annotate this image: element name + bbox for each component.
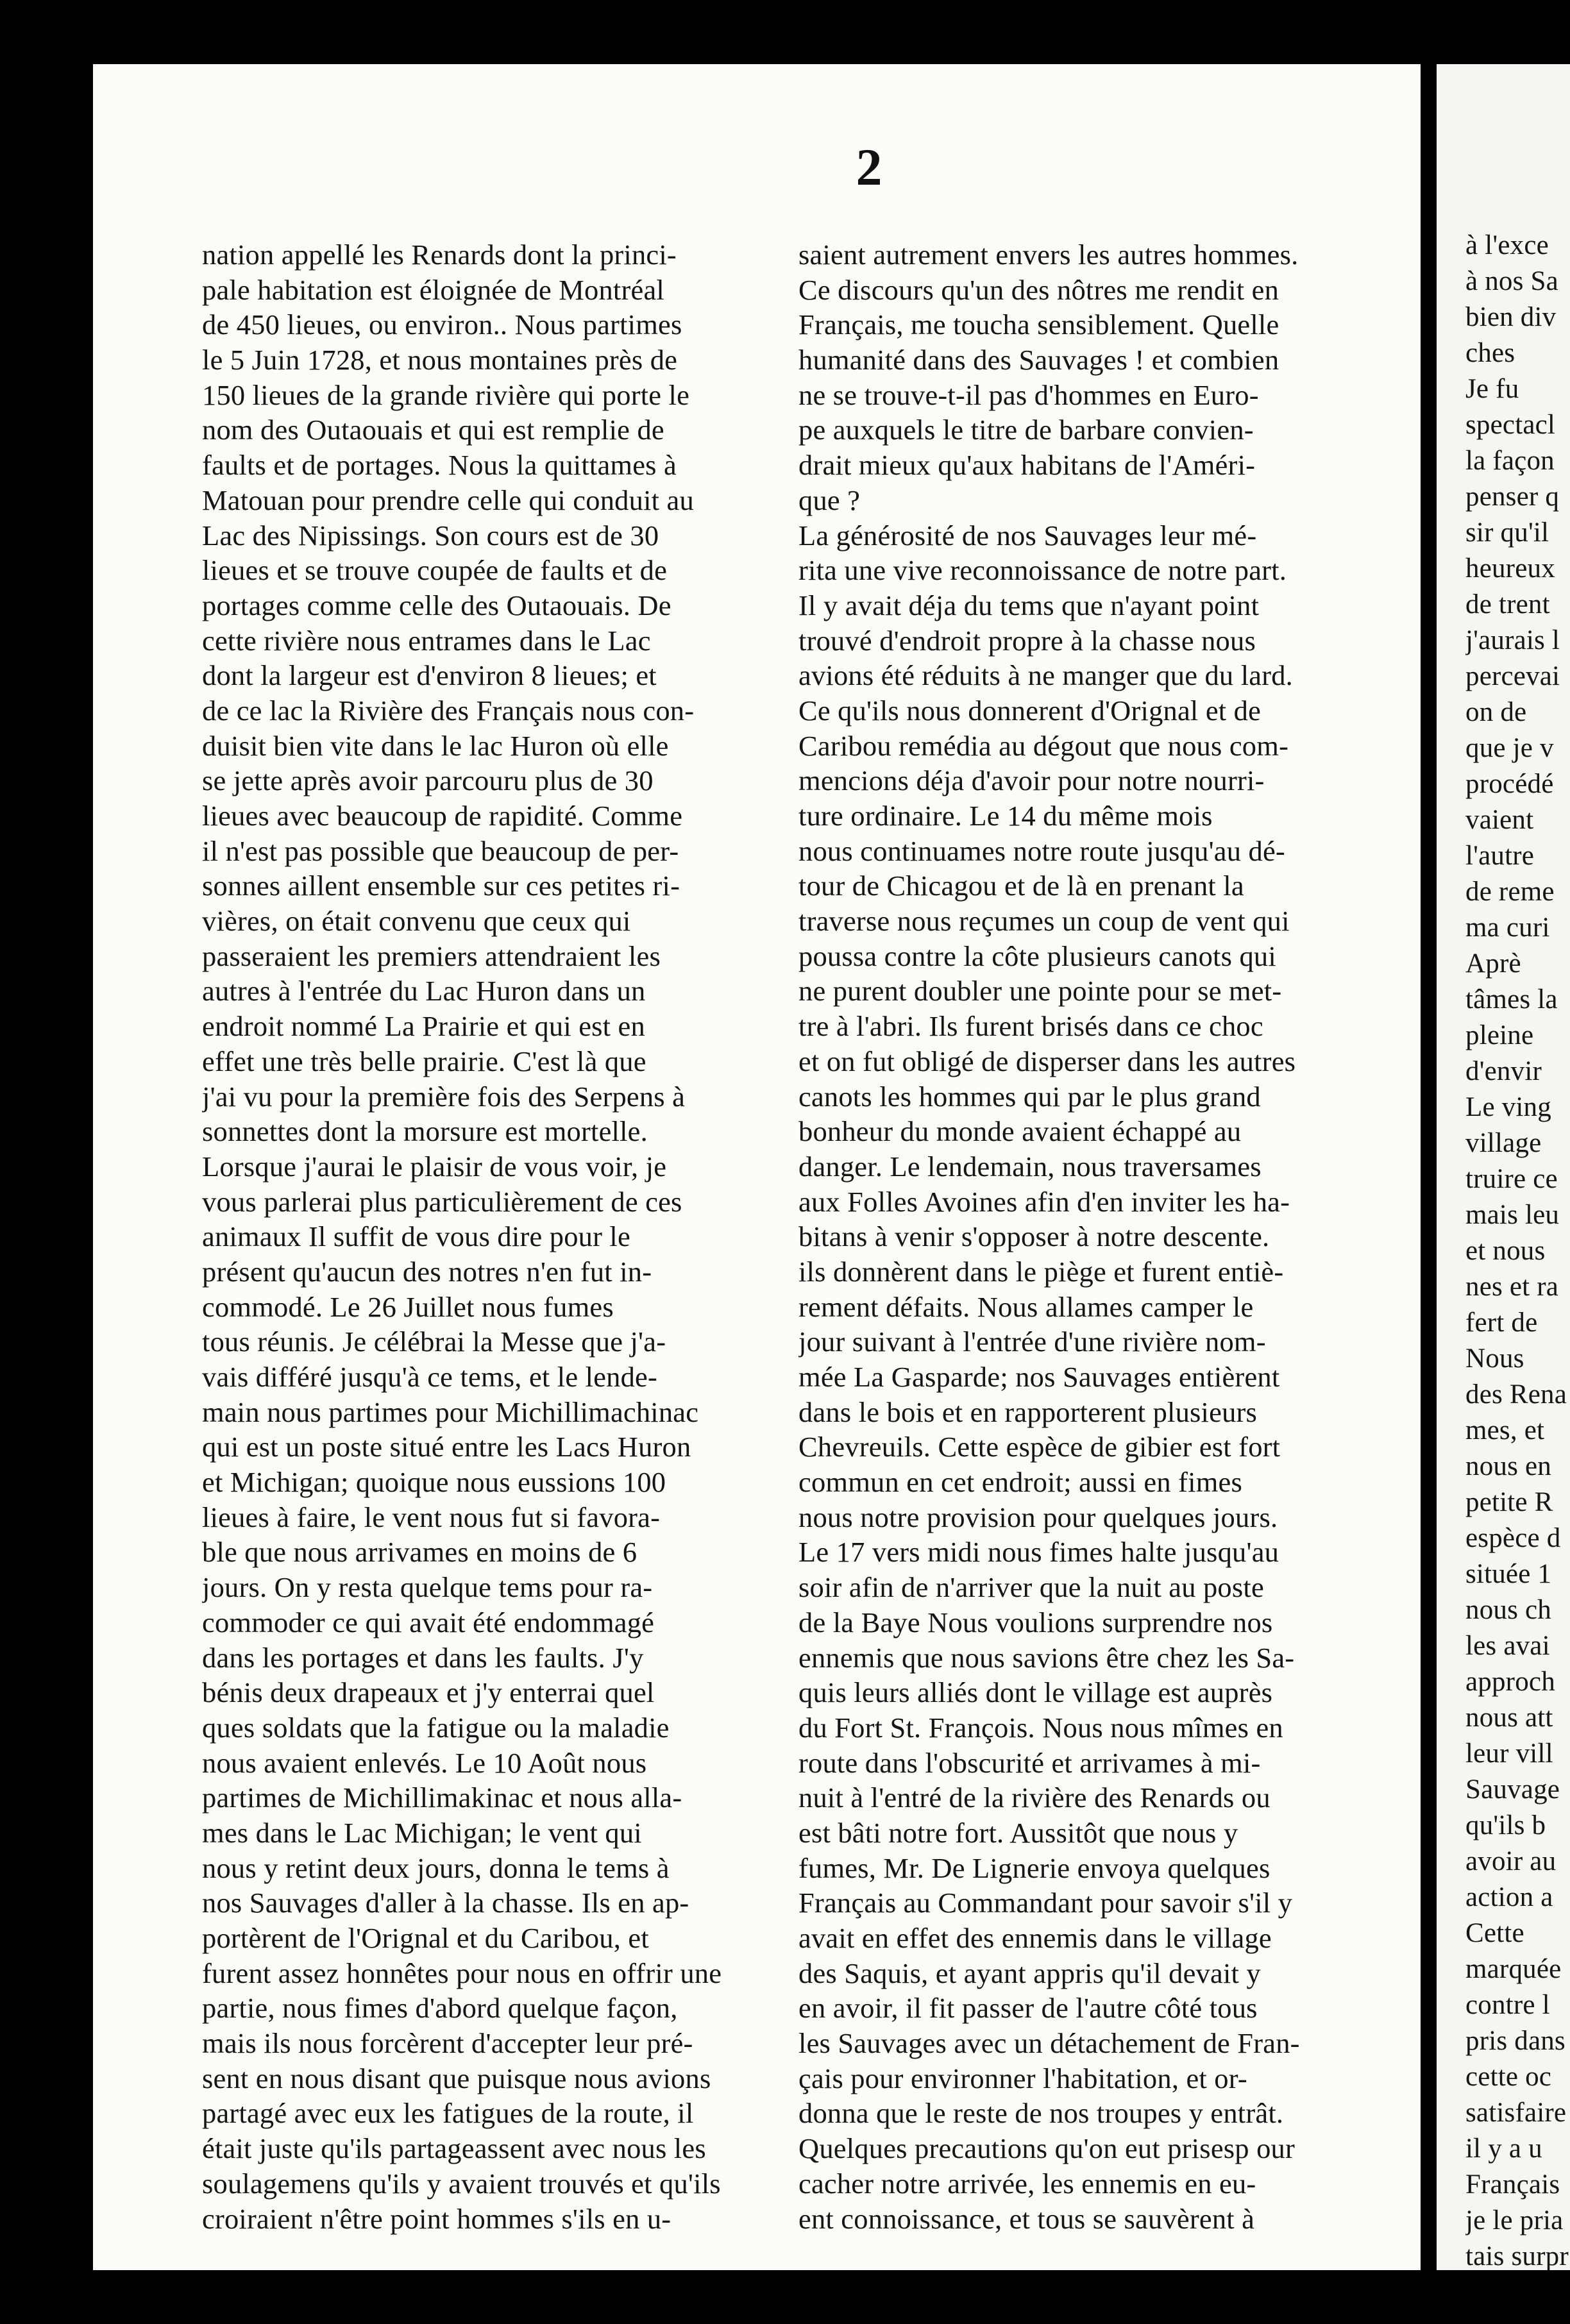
text-line: effet une très belle prairie. C'est là que <box>202 1045 646 1077</box>
text-line: Je fu <box>1465 374 1519 404</box>
text-line: que ? <box>798 484 861 516</box>
text-line: aux Folles Avoines afin d'en inviter les ha- <box>798 1185 1290 1218</box>
text-line: cette rivière nous entrames dans le Lac <box>202 624 651 657</box>
text-line: commoder ce qui avait été endommagé <box>202 1606 655 1638</box>
text-line: de reme <box>1465 877 1555 907</box>
text-line: en avoir, il fit passer de l'autre côté tous <box>798 1992 1258 2025</box>
text-line: de trent <box>1465 589 1550 619</box>
text-line: penser q <box>1465 482 1560 512</box>
text-line: sent en nous disant que puisque nous avions <box>202 2062 711 2094</box>
text-line: contre l <box>1465 1990 1550 2020</box>
text-line: espèce d <box>1465 1523 1561 1553</box>
text-line: que je v <box>1465 733 1554 763</box>
text-line: saient autrement envers les autres hommes. <box>798 239 1299 271</box>
text-line: Sauvage <box>1465 1774 1560 1805</box>
text-line: se jette après avoir parcouru plus de 30 <box>202 764 654 797</box>
text-line: fert de <box>1465 1308 1538 1338</box>
text-line: partagé avec eux les fatigues de la route, il <box>202 2097 694 2130</box>
text-line: bitans à venir s'opposer à notre descente. <box>798 1220 1270 1253</box>
text-line: portages comme celle des Outaouais. De <box>202 589 671 621</box>
text-line: de ce lac la Rivière des Français nous con- <box>202 694 695 727</box>
text-line: soir afin de n'arriver que la nuit au poste <box>798 1571 1264 1604</box>
text-line: sir qu'il <box>1465 518 1549 548</box>
text-line: soulagemens qu'ils y avaient trouvés et qu'ils <box>202 2167 721 2200</box>
text-column-middle <box>798 237 1401 2236</box>
text-line: jour suivant à l'entrée d'une rivière nom- <box>798 1326 1266 1358</box>
text-line: est bâti notre fort. Aussitôt que nous y <box>798 1816 1238 1849</box>
text-line: poussa contre la côte plusieurs canots qui <box>798 939 1276 972</box>
text-line: portèrent de l'Orignal et du Caribou, et <box>202 1922 649 1954</box>
text-line: mais leu <box>1465 1200 1560 1230</box>
text-line: mais ils nous forcèrent d'accepter leur pré- <box>202 2027 693 2060</box>
page-number: 2 <box>856 138 882 196</box>
text-line: vous parlerai plus particulièrement de ces <box>202 1185 682 1218</box>
text-line: tre à l'abri. Ils furent brisés dans ce choc <box>798 1010 1263 1043</box>
text-line: approch <box>1465 1667 1555 1697</box>
text-line: je le pria <box>1465 2205 1564 2236</box>
text-line: nous att <box>1465 1703 1553 1733</box>
text-line: lieues à faire, le vent nous fut si favora- <box>202 1501 661 1533</box>
text-line: truire ce <box>1465 1164 1558 1194</box>
text-line: spectacl <box>1465 410 1556 440</box>
text-line: donna que le reste de nos troupes y entrât. <box>798 2097 1284 2130</box>
facing-page-edge <box>1437 64 1570 2270</box>
text-line: Lorsque j'aurai le plaisir de vous voir, je <box>202 1150 667 1183</box>
text-line: ne se trouve-t-il pas d'hommes en Euro- <box>798 378 1259 411</box>
text-line: pale habitation est éloignée de Montréal <box>202 273 664 306</box>
text-line: et Michigan; quoique nous eussions 100 <box>202 1466 666 1499</box>
text-line: cette oc <box>1465 2062 1552 2092</box>
text-line: ture ordinaire. Le 14 du même mois <box>798 800 1213 832</box>
text-line: située 1 <box>1465 1559 1552 1589</box>
text-line: ma curi <box>1465 913 1550 943</box>
text-column-left <box>202 237 779 2236</box>
text-line: furent assez honnêtes pour nous en offrir une <box>202 1957 722 1989</box>
text-line: rement défaits. Nous allames camper le <box>798 1290 1254 1323</box>
text-line: humanité dans des Sauvages ! et combien <box>798 344 1279 376</box>
text-line: Français au Commandant pour savoir s'il y <box>798 1887 1293 1919</box>
text-line: bien div <box>1465 302 1557 332</box>
text-line: la façon <box>1465 446 1555 476</box>
text-line: il n'est pas possible que beaucoup de per- <box>202 834 679 867</box>
text-line: nuit à l'entré de la rivière des Renards ou <box>798 1781 1270 1814</box>
text-line: pleine <box>1465 1020 1534 1050</box>
text-line: Le ving <box>1465 1092 1551 1122</box>
text-line: ent connoissance, et tous se sauvèrent à <box>798 2202 1255 2235</box>
text-line: Ce qu'ils nous donnerent d'Orignal et de <box>798 694 1262 727</box>
text-line: pe auxquels le titre de barbare convien- <box>798 414 1254 446</box>
text-line: quis leurs alliés dont le village est auprès <box>798 1676 1273 1709</box>
text-line: les avai <box>1465 1631 1550 1661</box>
text-line: nous notre provision pour quelques jours. <box>798 1501 1278 1533</box>
text-line: nous continuames notre route jusqu'au dé- <box>798 834 1285 867</box>
text-line: Le 17 vers midi nous fimes halte jusqu'au <box>798 1536 1279 1569</box>
text-line: à nos Sa <box>1465 266 1558 296</box>
text-line: avait en effet des ennemis dans le village <box>798 1922 1272 1954</box>
text-line: village <box>1465 1128 1542 1158</box>
text-line: nous avaient enlevés. Le 10 Août nous <box>202 1746 647 1779</box>
text-line: lieues et se trouve coupée de faults et de <box>202 554 668 587</box>
text-line: des Rena <box>1465 1379 1567 1410</box>
text-line: le 5 Juin 1728, et nous montaines près de <box>202 344 678 376</box>
text-line: Matouan pour prendre celle qui conduit au <box>202 484 694 516</box>
text-line: Français, me toucha sensiblement. Quelle <box>798 308 1279 341</box>
text-line: ils donnèrent dans le piège et furent entiè- <box>798 1255 1284 1288</box>
text-line: nation appellé les Renards dont la princi- <box>202 239 677 271</box>
text-line: 150 lieues de la grande rivière qui porte le <box>202 378 690 411</box>
text-line: était juste qu'ils partageassent avec nous les <box>202 2132 706 2165</box>
text-line: petite R <box>1465 1487 1553 1517</box>
text-line: avoir au <box>1465 1846 1557 1876</box>
text-line: nom des Outaouais et qui est remplie de <box>202 414 664 446</box>
text-line: partie, nous fimes d'abord quelque façon, <box>202 1992 678 2025</box>
text-line: Il y avait déja du tems que n'ayant point <box>798 589 1260 621</box>
text-line: bonheur du monde avaient échappé au <box>798 1115 1242 1148</box>
text-line: vières, on était convenu que ceux qui <box>202 905 631 938</box>
text-column-facing-page <box>1465 228 1569 2270</box>
text-line: faults et de portages. Nous la quittames à <box>202 449 677 482</box>
text-line: traverse nous reçumes un coup de vent qui <box>798 905 1290 938</box>
book-page <box>93 64 1421 2270</box>
text-line: du Fort St. François. Nous nous mîmes en <box>798 1711 1283 1744</box>
text-line: nous en <box>1465 1451 1551 1481</box>
text-line: ble que nous arrivames en moins de 6 <box>202 1536 637 1569</box>
text-line: nous y retint deux jours, donna le tems à <box>202 1851 670 1884</box>
text-line: mes dans le Lac Michigan; le vent qui <box>202 1816 642 1849</box>
text-line: La générosité de nos Sauvages leur mé- <box>798 519 1257 552</box>
text-line: passeraient les premiers attendraient les <box>202 939 661 972</box>
text-line: qui est un poste situé entre les Lacs Huron <box>202 1431 691 1463</box>
text-line: commodé. Le 26 Juillet nous fumes <box>202 1290 614 1323</box>
text-line: Caribou remédia au dégout que nous com- <box>798 729 1289 762</box>
text-line: leur vill <box>1465 1739 1553 1769</box>
text-line: action a <box>1465 1882 1553 1912</box>
text-line: dans le bois et en rapporterent plusieurs <box>798 1395 1258 1428</box>
text-line: Nous <box>1465 1343 1524 1374</box>
text-line: à l'exce <box>1465 230 1549 260</box>
text-line: Cette <box>1465 1918 1524 1948</box>
text-line: jours. On y resta quelque tems pour ra- <box>202 1571 653 1604</box>
text-line: l'autre <box>1465 841 1535 871</box>
text-line: sonnettes dont la morsure est mortelle. <box>202 1115 648 1148</box>
text-line: bénis deux drapeaux et j'y enterrai quel <box>202 1676 655 1709</box>
text-line: endroit nommé La Prairie et qui est en <box>202 1010 645 1043</box>
text-line: croiraient n'être point hommes s'ils en u- <box>202 2202 671 2235</box>
text-line: ques soldats que la fatigue ou la maladie <box>202 1711 670 1744</box>
text-line: duisit bien vite dans le lac Huron où elle <box>202 729 669 762</box>
text-line: main nous partimes pour Michillimachinac <box>202 1395 699 1428</box>
text-line: d'envir <box>1465 1056 1542 1086</box>
text-line: Ce discours qu'un des nôtres me rendit en <box>798 273 1279 306</box>
text-line: nous ch <box>1465 1595 1551 1625</box>
text-line: ennemis que nous savions être chez les Sa- <box>798 1641 1295 1674</box>
text-line: des Saquis, et ayant appris qu'il devait y <box>798 1957 1261 1989</box>
text-line: Français <box>1465 2169 1560 2200</box>
text-line: fumes, Mr. De Lignerie envoya quelques <box>798 1851 1270 1884</box>
text-line: tais surpr <box>1465 2241 1569 2270</box>
text-line: trouvé d'endroit propre à la chasse nous <box>798 624 1256 657</box>
text-line: présent qu'aucun des notres n'en fut in- <box>202 1255 652 1288</box>
text-line: tâmes la <box>1465 984 1558 1015</box>
text-line: les Sauvages avec un détachement de Fran- <box>798 2027 1300 2060</box>
text-line: qu'ils b <box>1465 1810 1546 1840</box>
text-line: Chevreuils. Cette espèce de gibier est fort <box>798 1431 1281 1463</box>
text-line: satisfaire <box>1465 2098 1567 2128</box>
text-line: il y a u <box>1465 2134 1542 2164</box>
text-line: procédé <box>1465 769 1554 799</box>
text-line: j'aurais l <box>1465 625 1560 655</box>
text-line: ches <box>1465 338 1515 368</box>
text-line: rita une vive reconnoissance de notre part. <box>798 554 1287 587</box>
text-line: canots les hommes qui par le plus grand <box>798 1080 1261 1113</box>
text-line: on de <box>1465 697 1527 727</box>
text-line: çais pour environner l'habitation, et or- <box>798 2062 1247 2094</box>
text-line: lieues avec beaucoup de rapidité. Comme <box>202 800 683 832</box>
text-line: Quelques precautions qu'on eut prisesp our <box>798 2132 1295 2165</box>
text-line: ne purent doubler une pointe pour se met- <box>798 975 1282 1007</box>
text-line: sonnes aillent ensemble sur ces petites ri- <box>202 870 680 902</box>
text-line: mes, et <box>1465 1415 1545 1445</box>
text-line: commun en cet endroit; aussi en fimes <box>798 1466 1243 1499</box>
text-line: et on fut obligé de disperser dans les autres <box>798 1045 1296 1077</box>
text-line: autres à l'entrée du Lac Huron dans un <box>202 975 646 1007</box>
text-line: drait mieux qu'aux habitans de l'Améri- <box>798 449 1256 482</box>
text-line: mencions déja d'avoir pour notre nourri- <box>798 764 1265 797</box>
text-line: percevai <box>1465 661 1560 691</box>
text-line: dont la largeur est d'environ 8 lieues; et <box>202 659 657 692</box>
text-line: mée La Gasparde; nos Sauvages entièrent <box>798 1361 1280 1393</box>
text-line: marquée <box>1465 1954 1562 1984</box>
text-line: cacher notre arrivée, les ennemis en eu- <box>798 2167 1256 2200</box>
text-line: avions été réduits à ne manger que du lard. <box>798 659 1294 692</box>
text-line: partimes de Michillimakinac et nous alla- <box>202 1781 682 1814</box>
text-line: nes et ra <box>1465 1272 1559 1302</box>
text-line: danger. Le lendemain, nous traversames <box>798 1150 1262 1183</box>
text-line: j'ai vu pour la première fois des Serpens à <box>202 1080 686 1113</box>
text-line: vais différé jusqu'à ce tems, et le lende- <box>202 1361 658 1393</box>
text-line: tous réunis. Je célébrai la Messe que j'a- <box>202 1326 666 1358</box>
text-line: heureux <box>1465 553 1555 584</box>
text-line: de 450 lieues, ou environ.. Nous partimes <box>202 308 682 341</box>
text-line: dans les portages et dans les faults. J'y <box>202 1641 644 1674</box>
text-line: nos Sauvages d'aller à la chasse. Ils en ap- <box>202 1887 689 1919</box>
text-line: vaient <box>1465 805 1534 835</box>
text-line: et nous <box>1465 1236 1546 1266</box>
text-line: Aprè <box>1465 948 1521 979</box>
text-line: tour de Chicagou et de là en prenant la <box>798 870 1244 902</box>
text-line: route dans l'obscurité et arrivames à mi- <box>798 1746 1261 1779</box>
text-line: pris dans <box>1465 2026 1566 2056</box>
text-line: animaux Il suffit de vous dire pour le <box>202 1220 630 1253</box>
text-line: Lac des Nipissings. Son cours est de 30 <box>202 519 659 552</box>
text-line: de la Baye Nous voulions surprendre nos <box>798 1606 1273 1638</box>
